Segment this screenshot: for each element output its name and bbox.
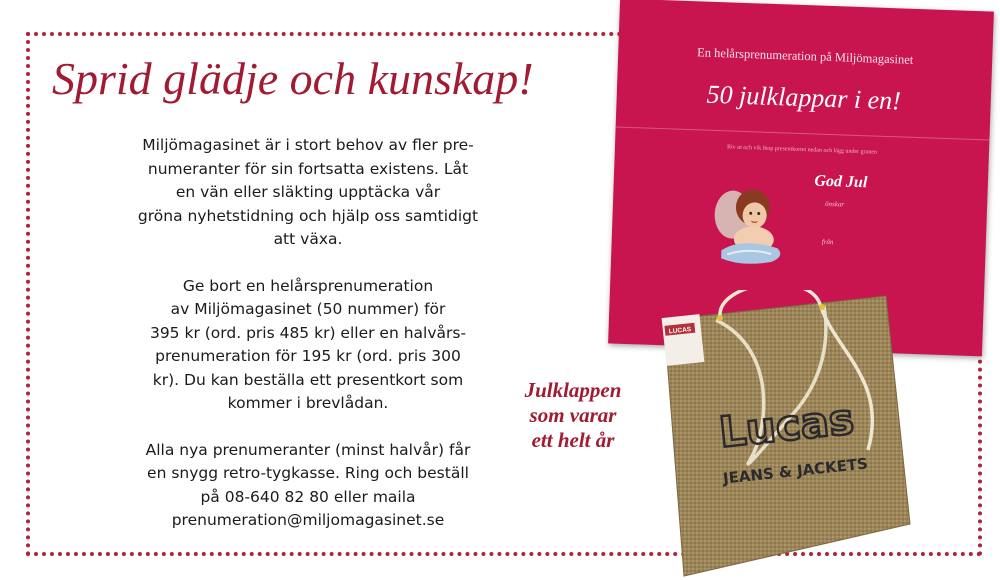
bag-brand-print: Lucas xyxy=(716,394,857,457)
angel-picture-icon xyxy=(707,180,794,269)
gift-card-intro: En helårsprenumeration på Miljömagasinet xyxy=(696,45,914,67)
bag-tag-text: LUCAS xyxy=(668,326,692,336)
field-to-label: önskar xyxy=(824,199,845,209)
tagline: Julklappen som varar ett helt år xyxy=(524,378,622,452)
paragraph-contact: Alla nya prenumeranter (minst halvår) får en snygg retro-tygkasse. Ring och beställ på 08-640 82 80 eller maila prenumeration@miljomagasinet.se xyxy=(145,440,471,529)
paragraph-intro: Miljömagasinet är i stort behov av fler pre- numeranter för sin fortsatta existens. Låt en vän eller släkting upptäcka vår gröna nyhetstidning och hjälp oss samtidigt att växa. xyxy=(137,136,479,248)
field-from-label: från xyxy=(821,237,834,247)
gift-card-fine-print: Riv ut och vik ihop presentkortet nedan och lägg under granen xyxy=(726,144,878,156)
tote-bag-picture xyxy=(658,290,998,580)
bag-sub-brand-print: JEANS & JACKETS xyxy=(722,454,869,488)
gift-card-fold-line xyxy=(616,127,990,141)
email-link[interactable]: prenumeration@miljomagasinet.se xyxy=(171,511,445,529)
bag-label-tag xyxy=(662,314,705,366)
body-text xyxy=(130,134,486,556)
greeting: God Jul xyxy=(814,172,868,192)
gift-card-title: 50 julklappar i en! xyxy=(706,79,902,116)
paragraph-offer: Ge bort en helårsprenumeration av Miljömagasinet (50 nummer) för 395 kr (ord. pris 485 kr) eller en halvårs- prenumeration för 195 kr (ord. pris 300 kr). Du kan beställa ett presentkort som kommer i brevlådan. xyxy=(149,276,467,412)
headline: Sprid glädje och kunskap! xyxy=(52,53,534,104)
